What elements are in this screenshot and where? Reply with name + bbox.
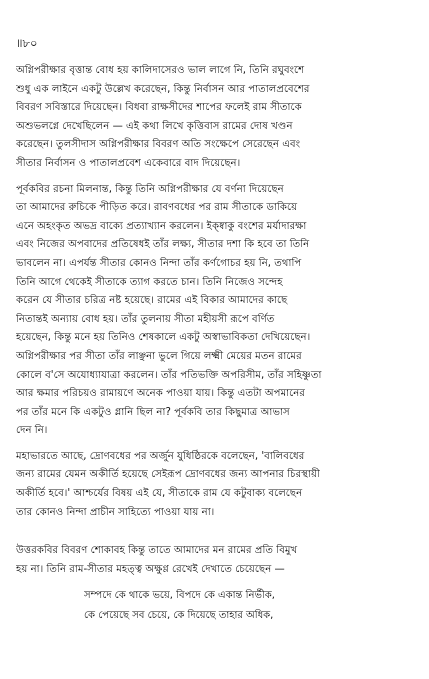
text-line: মহাভারতে আছে, দ্রোণবধের পর অর্জুন যুধিষ্ঠিরকে বলেছেন, 'বালিবধের [16, 450, 305, 462]
verse-line: কে পেয়েছে সব চেয়ে, কে দিয়েছে তাহার অধিক, [84, 610, 274, 622]
text-line: বিবরণ সবিস্তারে দিয়েছেন। বিধবা রাক্ষসীদের শাপের ফলেই রাম সীতাকে [16, 102, 302, 114]
text-line: পর তাঁর মনে কি একটুও গ্লানি ছিল না? পূর্বকবি তার কিছুমাত্র আভাস [16, 406, 290, 418]
text-line: সীতার নির্বাসন ও পাতালপ্রবেশ একেবারে বাদ দিয়েছেন। [16, 157, 241, 169]
paragraph [16, 181, 416, 441]
text-line: অশুভলগ্নে দেখেছিলেন — এই কথা লিখে কৃত্তিবাস রামের দোষ খণ্ডন [16, 120, 293, 132]
text-line: কোলে ব'সে অযোধ্যাযাত্রা করলেন। তাঁর পতিভক্তি অপরিসীম, তাঁর সহিষ্ণুতা [16, 369, 322, 381]
text-line: তার কোনও নিন্দা প্রাচীন সাহিত্যে পাওয়া যায় না। [16, 506, 215, 518]
text-line: জন্য রামের যেমন অকীর্তি হয়েছে সেইরূপ দ্রোণবধের জন্য আপনার চিরস্থায়ী [16, 469, 320, 481]
text-line: নিতান্তই অন্যায় বোধ হয়। তাঁর তুলনায় সীতা মহীয়সী রূপে বর্ণিত [16, 313, 275, 325]
text-line: দেন নি। [16, 425, 48, 437]
paragraph-spacer [16, 441, 416, 448]
text-line: করেছেন। তুলসীদাস অগ্নিপরীক্ষার বিবরণ অতি সংক্ষেপে সেরেছেন এবং [16, 139, 301, 151]
text-line: অগ্নিপরীক্ষার বৃত্তান্ত বোধ হয় কালিদাসেরও ভাল লাগে নি, তিনি রঘুবংশে [16, 65, 305, 76]
text-line: এনে অহংকৃত অভদ্র বাক্যে প্রত্যাখ্যান করলেন। ইক্ষ্বাকু বংশের মর্যাদারক্ষা [16, 220, 307, 232]
verse-quote [16, 586, 416, 626]
text-line: তিনি আগে থেকেই সীতাকে ত্যাগ করতে চান। তিনি নিজেও সন্দেহ [16, 276, 283, 288]
paragraph [16, 542, 416, 579]
text-line: শুধু এক লাইনে একটু উল্লেখ করেছেন, কিন্তু নির্বাসন আর পাতালপ্রবেশের [16, 83, 310, 95]
paragraph [16, 448, 416, 522]
text-line: তা আমাদের রুচিকে পীড়িত করে। রাবণবধের পর রাম সীতাকে ডাকিয়ে [16, 202, 298, 214]
text-line: হয়েছেন, কিন্তু মনে হয় তিনিও শেষকালে একটু অস্বাভাবিকতা দেখিয়েছেন। [16, 332, 311, 344]
text-line: এবং নিজের অপবাদের প্রতিষেধই তাঁর লক্ষ্য, সীতার দশা কি হবে তা তিনি [16, 239, 310, 251]
paragraph-spacer [16, 174, 416, 181]
text-line: হয় না। তিনি রাম-সীতার মহত্ত্ব অক্ষুণ্ণ রেখেই দেখাতে চেয়েছেন — [16, 563, 285, 575]
text-line: অগ্নিপরীক্ষার পর সীতা তাঁর লাঞ্ছনা ভুলে গিয়ে লক্ষ্মী মেয়ের মতন রামের [16, 350, 302, 362]
paragraph-spacer [16, 522, 416, 542]
text-line: উত্তরকবির বিবরণ শোকাবহ কিন্তু তাতে আমাদের মন রামের প্রতি বিমুখ [16, 545, 298, 557]
page-number: ॥৮০ [16, 36, 38, 50]
paragraph [16, 62, 416, 174]
text-line: আর ক্ষমার পরিচয়ও রামায়ণে অনেক পাওয়া যায়। কিন্তু এতটা অপমানের [16, 388, 305, 400]
paragraph-spacer [16, 579, 416, 586]
text-line: অকীর্তি হবে।' আশ্চর্যের বিষয় এই যে, সীতাকে রাম যে কটুবাক্য বলেছেন [16, 488, 303, 500]
text-line: পূর্বকবির রচনা মিলনান্ত, কিন্তু তিনি অগ্নিপরীক্ষার যে বর্ণনা দিয়েছেন [16, 183, 284, 195]
verse-line: সম্পদে কে থাকে ভয়ে, বিপদে কে একান্ত নির্ভীক, [84, 590, 275, 602]
page-body [16, 62, 416, 626]
text-line: করেন যে সীতার চরিত্র নষ্ট হয়েছে। রামের এই বিকার আমাদের কাছে [16, 295, 288, 307]
text-line: ভাবলেন না। এপর্যন্ত সীতার কোনও নিন্দা তাঁর কর্ণগোচর হয় নি, তথাপি [16, 257, 302, 269]
